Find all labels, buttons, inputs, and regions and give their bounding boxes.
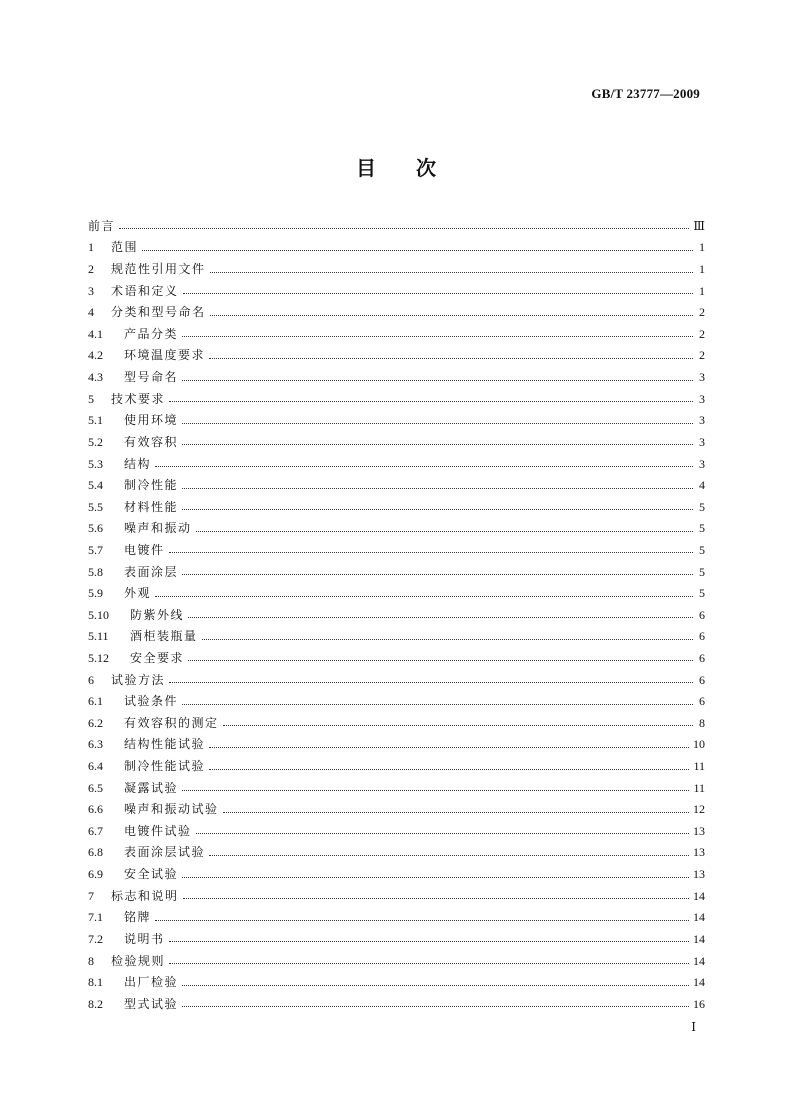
toc-entry-title: 试验方法 bbox=[111, 672, 166, 687]
toc-dot-leader bbox=[142, 250, 693, 251]
toc-dot-leader bbox=[223, 725, 693, 726]
toc-dot-leader bbox=[182, 488, 693, 489]
toc-entry-page: 6 bbox=[699, 650, 705, 665]
toc-entry-number: 5.11 bbox=[88, 629, 109, 644]
toc-dot-leader bbox=[209, 747, 689, 748]
toc-entry-title: 环境温度要求 bbox=[124, 348, 206, 363]
toc-dot-leader bbox=[169, 682, 693, 683]
toc-entry-page: Ⅲ bbox=[693, 218, 705, 233]
toc-dot-leader bbox=[182, 423, 693, 424]
toc-entry-title: 技术要求 bbox=[111, 391, 166, 406]
toc-entry bbox=[88, 496, 705, 518]
toc-entry-page: 5 bbox=[699, 586, 705, 601]
toc-entry-number: 5.2 bbox=[88, 434, 103, 449]
toc-entry-page: 8 bbox=[699, 715, 705, 730]
toc-entry bbox=[88, 842, 705, 864]
toc-entry-page: 14 bbox=[693, 888, 705, 903]
toc-entry-number: 5.3 bbox=[88, 456, 103, 471]
toc-entry-title: 使用环境 bbox=[124, 413, 179, 428]
toc-entry-number: 7.2 bbox=[88, 931, 103, 946]
toc-entry bbox=[88, 323, 705, 345]
toc-entry-page: 11 bbox=[693, 759, 705, 774]
toc-entry-title: 防紫外线 bbox=[130, 607, 185, 622]
toc-dot-leader bbox=[202, 639, 693, 640]
toc-dot-leader bbox=[196, 833, 689, 834]
toc-entry bbox=[88, 582, 705, 604]
toc-entry bbox=[88, 561, 705, 583]
toc-entry-title: 检验规则 bbox=[111, 953, 166, 968]
toc-entry-title: 前言 bbox=[88, 218, 116, 233]
toc-entry-number: 7.1 bbox=[88, 910, 103, 925]
toc-entry-page: 6 bbox=[699, 607, 705, 622]
toc-entry bbox=[88, 755, 705, 777]
toc-entry-number: 8 bbox=[88, 953, 94, 968]
toc-entry bbox=[88, 993, 705, 1015]
toc-entry bbox=[88, 712, 705, 734]
toc-dot-leader bbox=[188, 660, 693, 661]
toc-entry-number: 6.7 bbox=[88, 823, 103, 838]
toc-entry bbox=[88, 388, 705, 410]
toc-entry-title: 规范性引用文件 bbox=[111, 262, 206, 277]
toc-entry-number: 6.1 bbox=[88, 694, 103, 709]
toc-entry bbox=[88, 539, 705, 561]
page-title: 目 次 bbox=[356, 156, 436, 180]
toc-dot-leader bbox=[155, 596, 693, 597]
toc-entry-number: 4.3 bbox=[88, 370, 103, 385]
toc-entry-title: 安全试验 bbox=[124, 867, 179, 882]
toc-entry-number: 8.1 bbox=[88, 975, 103, 990]
standard-code: GB/T 23777—2009 bbox=[591, 86, 700, 101]
toc-entry-page: 13 bbox=[693, 867, 705, 882]
toc-dot-leader bbox=[182, 1006, 689, 1007]
toc-dot-leader bbox=[223, 812, 689, 813]
toc-entry-page: 5 bbox=[699, 521, 705, 536]
toc-entry-title: 标志和说明 bbox=[111, 888, 179, 903]
toc-entry bbox=[88, 431, 705, 453]
toc-dot-leader bbox=[188, 617, 693, 618]
toc-entry-number: 5.9 bbox=[88, 586, 103, 601]
toc-entry-number: 5.7 bbox=[88, 542, 103, 557]
toc-entry-title: 安全要求 bbox=[130, 650, 185, 665]
toc-entry-page: 2 bbox=[699, 305, 705, 320]
toc-entry-page: 10 bbox=[693, 737, 705, 752]
toc-entry-number: 4.2 bbox=[88, 348, 103, 363]
toc-entry-page: 5 bbox=[699, 542, 705, 557]
toc-entry-number: 5.10 bbox=[88, 607, 109, 622]
toc-entry-number: 7 bbox=[88, 888, 94, 903]
toc-entry-page: 2 bbox=[699, 326, 705, 341]
toc-entry bbox=[88, 820, 705, 842]
toc-dot-leader bbox=[196, 531, 693, 532]
toc-dot-leader bbox=[209, 855, 689, 856]
toc-entry-page: 5 bbox=[699, 499, 705, 514]
toc-entry-title: 外观 bbox=[124, 586, 152, 601]
toc-dot-leader bbox=[169, 401, 693, 402]
toc-entry-title: 型号命名 bbox=[124, 370, 179, 385]
toc-entry-title: 表面涂层 bbox=[124, 564, 179, 579]
toc-entry bbox=[88, 863, 705, 885]
toc-entry bbox=[88, 734, 705, 756]
toc-dot-leader bbox=[119, 228, 689, 229]
toc-entry-title: 制冷性能试验 bbox=[124, 759, 206, 774]
toc-entry bbox=[88, 237, 705, 259]
toc-dot-leader bbox=[169, 941, 689, 942]
toc-entry-title: 电镀件 bbox=[124, 542, 165, 557]
toc-entry bbox=[88, 409, 705, 431]
toc-entry bbox=[88, 366, 705, 388]
toc-entry bbox=[88, 950, 705, 972]
toc-entry-page: 14 bbox=[693, 975, 705, 990]
toc-entry bbox=[88, 345, 705, 367]
toc-entry-number: 5.4 bbox=[88, 478, 103, 493]
toc-entry-page: 16 bbox=[693, 996, 705, 1011]
toc-entry bbox=[88, 626, 705, 648]
toc-entry bbox=[88, 258, 705, 280]
toc-dot-leader bbox=[209, 769, 689, 770]
toc-entry-number: 4.1 bbox=[88, 326, 103, 341]
toc-entry-page: 3 bbox=[699, 391, 705, 406]
toc-entry-number: 1 bbox=[88, 240, 94, 255]
toc-dot-leader bbox=[182, 574, 693, 575]
toc-entry-number: 2 bbox=[88, 262, 94, 277]
toc-dot-leader bbox=[210, 272, 693, 273]
toc-entry-number: 6.9 bbox=[88, 867, 103, 882]
toc-entry-page: 4 bbox=[699, 478, 705, 493]
toc-entry-number: 6.4 bbox=[88, 759, 103, 774]
toc-entry-page: 1 bbox=[699, 262, 705, 277]
toc-entry-title: 范围 bbox=[111, 240, 139, 255]
toc-entry bbox=[88, 777, 705, 799]
toc-entry-page: 14 bbox=[693, 931, 705, 946]
toc-entry-title: 分类和型号命名 bbox=[111, 305, 206, 320]
toc-entry-page: 3 bbox=[699, 413, 705, 428]
toc-entry-page: 6 bbox=[699, 672, 705, 687]
toc-entry-title: 术语和定义 bbox=[111, 283, 179, 298]
toc-dot-leader bbox=[182, 985, 689, 986]
toc-entry-page: 6 bbox=[699, 694, 705, 709]
toc-entry bbox=[88, 301, 705, 323]
toc-entry-page: 3 bbox=[699, 370, 705, 385]
toc-entry-number: 5.12 bbox=[88, 650, 109, 665]
toc-entry-page: 13 bbox=[693, 845, 705, 860]
toc-entry-title: 制冷性能 bbox=[124, 478, 179, 493]
toc-entry bbox=[88, 907, 705, 929]
toc-dot-leader bbox=[182, 444, 693, 445]
toc-entry-page: 1 bbox=[699, 283, 705, 298]
toc-entry-number: 6.8 bbox=[88, 845, 103, 860]
toc-entry bbox=[88, 280, 705, 302]
toc-entry-title: 型式试验 bbox=[124, 996, 179, 1011]
toc-entry bbox=[88, 453, 705, 475]
toc-entry-page: 6 bbox=[699, 629, 705, 644]
toc-dot-leader bbox=[155, 466, 693, 467]
toc-entry-number: 4 bbox=[88, 305, 94, 320]
toc-entry-title: 有效容积的测定 bbox=[124, 715, 219, 730]
toc-entry-title: 结构性能试验 bbox=[124, 737, 206, 752]
toc-entry-number: 5.8 bbox=[88, 564, 103, 579]
toc-entry-title: 材料性能 bbox=[124, 499, 179, 514]
table-of-contents bbox=[88, 215, 705, 1015]
toc-entry bbox=[88, 474, 705, 496]
toc-entry bbox=[88, 928, 705, 950]
toc-entry-title: 结构 bbox=[124, 456, 152, 471]
toc-entry-number: 6.5 bbox=[88, 780, 103, 795]
toc-entry-title: 电镀件试验 bbox=[124, 823, 192, 838]
toc-entry-title: 噪声和振动试验 bbox=[124, 802, 219, 817]
toc-entry-title: 表面涂层试验 bbox=[124, 845, 206, 860]
toc-entry-number: 5.6 bbox=[88, 521, 103, 536]
toc-dot-leader bbox=[182, 380, 693, 381]
toc-entry-title: 酒柜装瓶量 bbox=[130, 629, 198, 644]
toc-entry bbox=[88, 604, 705, 626]
toc-entry bbox=[88, 215, 705, 237]
page-number: Ⅰ bbox=[691, 1020, 696, 1034]
toc-entry-page: 3 bbox=[699, 434, 705, 449]
toc-entry-number: 5.1 bbox=[88, 413, 103, 428]
toc-entry-number: 6.3 bbox=[88, 737, 103, 752]
toc-entry bbox=[88, 669, 705, 691]
toc-entry-number: 8.2 bbox=[88, 996, 103, 1011]
toc-entry-page: 2 bbox=[699, 348, 705, 363]
toc-entry-number: 5.5 bbox=[88, 499, 103, 514]
toc-entry-number: 6.2 bbox=[88, 715, 103, 730]
toc-dot-leader bbox=[182, 790, 689, 791]
toc-entry bbox=[88, 690, 705, 712]
toc-dot-leader bbox=[182, 877, 689, 878]
toc-entry-title: 试验条件 bbox=[124, 694, 179, 709]
toc-entry-title: 有效容积 bbox=[124, 434, 179, 449]
toc-entry bbox=[88, 798, 705, 820]
toc-dot-leader bbox=[182, 704, 693, 705]
toc-entry bbox=[88, 518, 705, 540]
toc-entry-title: 噪声和振动 bbox=[124, 521, 192, 536]
toc-dot-leader bbox=[183, 898, 689, 899]
toc-dot-leader bbox=[169, 552, 693, 553]
toc-entry-page: 14 bbox=[693, 953, 705, 968]
toc-entry-page: 12 bbox=[693, 802, 705, 817]
toc-entry-page: 5 bbox=[699, 564, 705, 579]
toc-entry-number: 3 bbox=[88, 283, 94, 298]
toc-entry-title: 凝露试验 bbox=[124, 780, 179, 795]
toc-entry-page: 13 bbox=[693, 823, 705, 838]
toc-entry-page: 11 bbox=[693, 780, 705, 795]
toc-entry-title: 产品分类 bbox=[124, 326, 179, 341]
toc-entry-page: 14 bbox=[693, 910, 705, 925]
toc-entry-title: 铭牌 bbox=[124, 910, 152, 925]
toc-entry bbox=[88, 971, 705, 993]
toc-entry bbox=[88, 647, 705, 669]
toc-entry-page: 3 bbox=[699, 456, 705, 471]
toc-dot-leader bbox=[155, 920, 689, 921]
toc-entry-number: 5 bbox=[88, 391, 94, 406]
toc-entry-number: 6 bbox=[88, 672, 94, 687]
toc-entry bbox=[88, 885, 705, 907]
toc-entry-title: 说明书 bbox=[124, 931, 165, 946]
toc-entry-page: 1 bbox=[699, 240, 705, 255]
toc-dot-leader bbox=[182, 336, 693, 337]
toc-dot-leader bbox=[210, 315, 693, 316]
toc-dot-leader bbox=[183, 293, 693, 294]
toc-entry-title: 出厂检验 bbox=[124, 975, 179, 990]
toc-entry-number: 6.6 bbox=[88, 802, 103, 817]
toc-dot-leader bbox=[209, 358, 693, 359]
toc-dot-leader bbox=[169, 963, 689, 964]
toc-dot-leader bbox=[182, 509, 693, 510]
